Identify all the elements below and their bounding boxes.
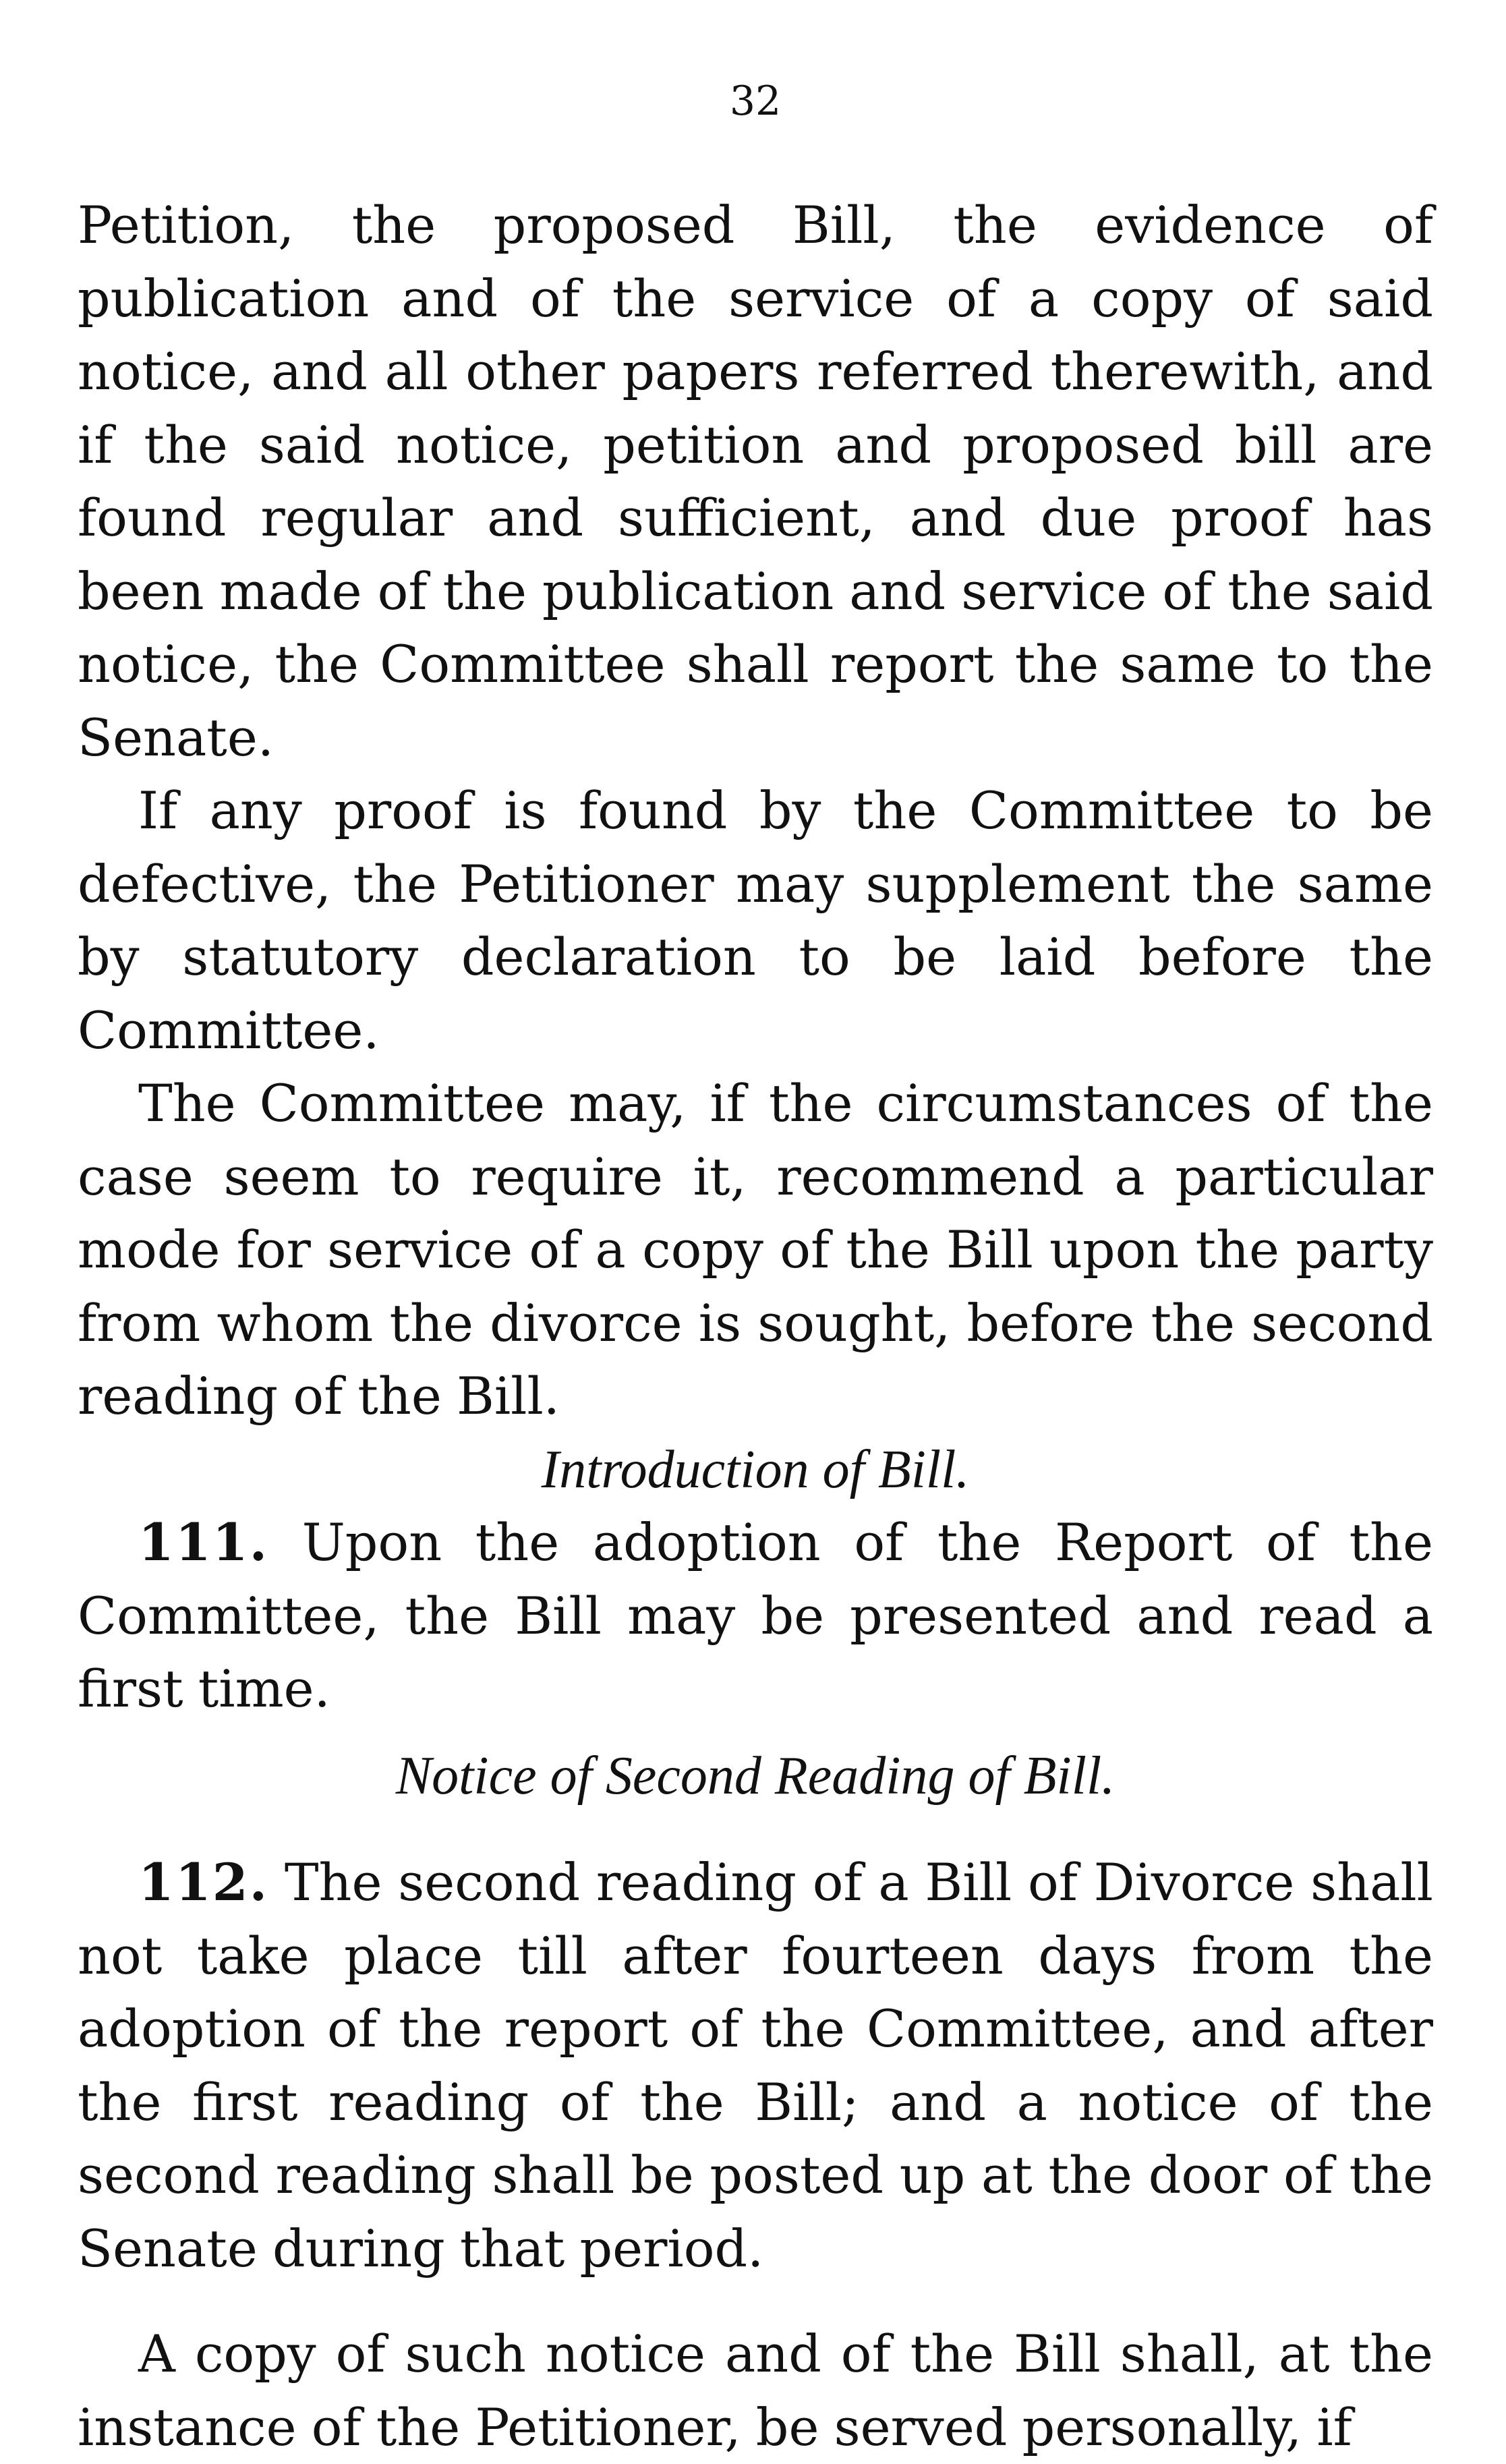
section-112 [78,1846,1433,2285]
section-112-number: 112. [138,1852,269,1912]
paragraph-committee-report: Petition, the proposed Bill, the evidence of publication and of the service of a copy of said notice, and all other papers referred therewith, and if the said notice, petition and proposed bill are found regular and sufficient, and due proof has been made of the publication and service of the said notice, the Committee shall report the same to the Senate. [78,195,1433,768]
section-112-text: The second reading of a Bill of Divorce shall not take place till after fourteen days from the adoption of the report of the Committee, and after the first reading of the Bill; and a notice of the second reading shall be posted up at the door of the Senate during that period. [78,1852,1433,2279]
paragraph-copy-of-notice: A copy of such notice and of the Bill shall, at the instance of the Petitioner, be served personally, if [78,2324,1433,2457]
section-111-number: 111. [138,1512,269,1572]
document-page [78,74,1433,2457]
heading-introduction-of-bill: Introduction of Bill. [541,1439,970,1499]
heading-notice-second-reading: Notice of Second Reading of Bill. [395,1746,1116,1806]
section-111 [78,1506,1433,1726]
section-111-text: Upon the adoption of the Report of the Committee, the Bill may be presented and read a first time. [78,1512,1433,1719]
spacer [78,2285,1433,2318]
paragraph-service-mode: The Committee may, if the circumstances of the case seem to require it, recommend a particular mode for service of a copy of the Bill upon the party from whom the divorce is sought, before the second reading of the Bill. [78,1073,1433,1426]
page-number: 32 [729,78,782,125]
paragraph-defective-proof: If any proof is found by the Committee to be defective, the Petitioner may supplement the same by statutory declaration to be laid before the Committee. [78,780,1433,1060]
